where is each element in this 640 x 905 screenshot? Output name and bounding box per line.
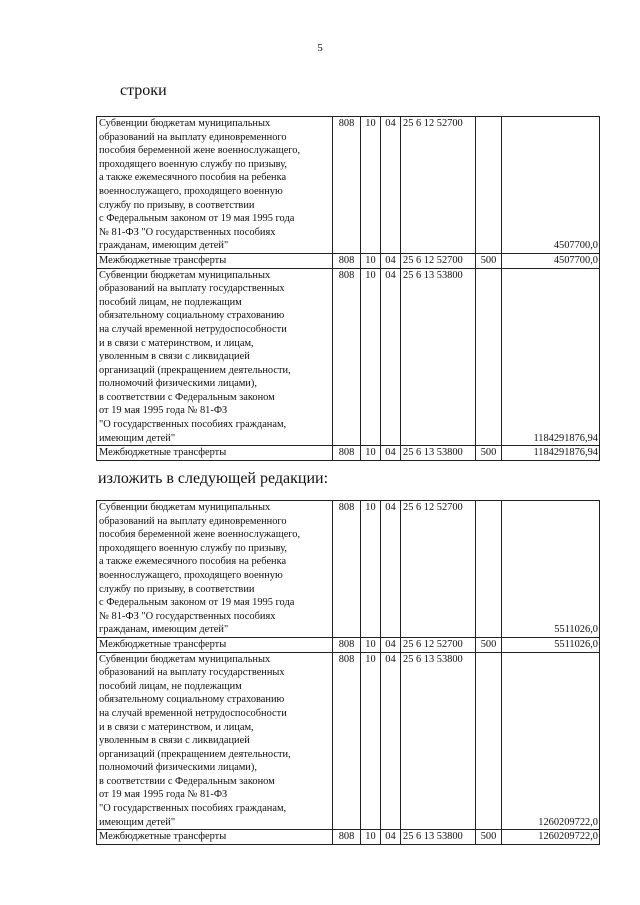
target-article-cell: 25 6 12 52700: [401, 253, 476, 268]
description-line: "О государственных пособиях гражданам,: [99, 419, 287, 431]
description-line: Межбюджетные трансферты: [99, 254, 227, 266]
description-line: а также ежемесячного пособия на ребенка: [99, 556, 287, 568]
row-description: [97, 501, 333, 638]
description-line: организаций (прекращением деятельности,: [99, 748, 291, 760]
section-code-cell: 10: [361, 268, 381, 446]
description-line: службу по призыву, в соответствии: [99, 583, 255, 595]
grbs-code-cell: 808: [333, 652, 361, 830]
amount-cell: 1184291876,94: [502, 446, 600, 461]
table-row: [97, 637, 600, 652]
description-line: Межбюджетные трансферты: [99, 447, 227, 459]
description-line: уволенным в связи с ликвидацией: [99, 735, 250, 747]
row-description: [97, 117, 333, 254]
description-line: обязательному социальному страхованию: [99, 694, 285, 706]
description-line: и в связи с материнством, и лицам,: [99, 721, 254, 733]
grbs-code-cell: 808: [333, 268, 361, 446]
subsection-code-cell: 04: [381, 268, 401, 446]
heading-old-lines: строки: [120, 82, 167, 99]
description-line: пособия беременной жене военнослужащего,: [99, 145, 301, 157]
table-row: [97, 268, 600, 446]
description-line: полномочий физическими лицами),: [99, 378, 257, 390]
grbs-code-cell: 808: [333, 501, 361, 638]
description-line: в соответствии с Федеральным законом: [99, 391, 275, 403]
amount-cell: 4507700,0: [502, 117, 600, 254]
description-line: "О государственных пособиях гражданам,: [99, 803, 287, 815]
description-line: гражданам, имеющим детей": [99, 240, 229, 252]
description-line: Субвенции бюджетам муниципальных: [99, 502, 271, 513]
description-line: образований на выплату единовременного: [99, 131, 287, 143]
section-code-cell: 10: [361, 652, 381, 830]
description-line: от 19 мая 1995 года № 81-ФЗ: [99, 405, 228, 417]
section-code-cell: 10: [361, 501, 381, 638]
subsection-code-cell: 04: [381, 501, 401, 638]
description-line: на случай временной нетрудоспособности: [99, 707, 287, 719]
description-line: на случай временной нетрудоспособности: [99, 323, 287, 335]
amount-cell: 5511026,0: [502, 637, 600, 652]
expense-type-cell: 500: [476, 637, 502, 652]
subsection-code-cell: 04: [381, 830, 401, 845]
subsection-code-cell: 04: [381, 446, 401, 461]
description-line: образований на выплату государственных: [99, 283, 285, 295]
description-line: № 81-ФЗ "О государственных пособиях: [99, 226, 276, 238]
target-article-cell: 25 6 12 52700: [401, 501, 476, 638]
description-line: имеющим детей": [99, 432, 176, 444]
description-line: службу по призыву, в соответствии: [99, 199, 255, 211]
subsection-code-cell: 04: [381, 637, 401, 652]
target-article-cell: 25 6 13 53800: [401, 652, 476, 830]
description-line: уволенным в связи с ликвидацией: [99, 351, 250, 363]
expense-type-cell: [476, 501, 502, 638]
description-line: с Федеральным законом от 19 мая 1995 года: [99, 213, 295, 225]
description-line: проходящего военную службу по призыву,: [99, 158, 287, 170]
description-line: с Федеральным законом от 19 мая 1995 года: [99, 597, 295, 609]
budget-table-new: [96, 500, 600, 845]
expense-type-cell: 500: [476, 253, 502, 268]
row-description: [97, 652, 333, 830]
description-line: обязательному социальному страхованию: [99, 310, 285, 322]
grbs-code-cell: 808: [333, 446, 361, 461]
description-line: от 19 мая 1995 года № 81-ФЗ: [99, 789, 228, 801]
description-line: пособий лицам, не подлежащим: [99, 680, 242, 692]
row-description: [97, 637, 333, 652]
grbs-code-cell: 808: [333, 253, 361, 268]
page-number: 5: [317, 42, 323, 54]
row-description: [97, 446, 333, 461]
subsection-code-cell: 04: [381, 652, 401, 830]
description-line: гражданам, имеющим детей": [99, 624, 229, 636]
heading-new-wording: изложить в следующей редакции:: [98, 470, 329, 487]
subsection-code-cell: 04: [381, 117, 401, 254]
budget-table-new-body: [97, 501, 600, 845]
description-line: проходящего военную службу по призыву,: [99, 542, 287, 554]
target-article-cell: 25 6 12 52700: [401, 637, 476, 652]
description-line: в соответствии с Федеральным законом: [99, 775, 275, 787]
amount-cell: 1260209722,0: [502, 830, 600, 845]
row-description: [97, 830, 333, 845]
table-row: [97, 117, 600, 254]
expense-type-cell: 500: [476, 446, 502, 461]
target-article-cell: 25 6 13 53800: [401, 830, 476, 845]
row-description: [97, 268, 333, 446]
expense-type-cell: [476, 268, 502, 446]
table-row: [97, 501, 600, 638]
description-line: Субвенции бюджетам муниципальных: [99, 653, 271, 665]
amount-cell: 1184291876,94: [502, 268, 600, 446]
description-line: полномочий физическими лицами),: [99, 762, 257, 774]
description-line: пособия беременной жене военнослужащего,: [99, 529, 301, 541]
section-code-cell: 10: [361, 253, 381, 268]
section-code-cell: 10: [361, 637, 381, 652]
target-article-cell: 25 6 13 53800: [401, 268, 476, 446]
target-article-cell: 25 6 12 52700: [401, 117, 476, 254]
grbs-code-cell: 808: [333, 117, 361, 254]
description-line: Субвенции бюджетам муниципальных: [99, 118, 271, 129]
description-line: Субвенции бюджетам муниципальных: [99, 269, 271, 281]
description-line: а также ежемесячного пособия на ребенка: [99, 172, 287, 184]
description-line: образований на выплату государственных: [99, 667, 285, 679]
description-line: военнослужащего, проходящего военную: [99, 569, 283, 581]
amount-cell: 5511026,0: [502, 501, 600, 638]
description-line: Межбюджетные трансферты: [99, 638, 227, 650]
description-line: военнослужащего, проходящего военную: [99, 185, 283, 197]
amount-cell: 4507700,0: [502, 253, 600, 268]
section-code-cell: 10: [361, 117, 381, 254]
row-description: [97, 253, 333, 268]
table-row: [97, 253, 600, 268]
description-line: образований на выплату единовременного: [99, 515, 287, 527]
target-article-cell: 25 6 13 53800: [401, 446, 476, 461]
expense-type-cell: 500: [476, 830, 502, 845]
grbs-code-cell: 808: [333, 830, 361, 845]
amount-cell: 1260209722,0: [502, 652, 600, 830]
table-row: [97, 446, 600, 461]
description-line: Межбюджетные трансферты: [99, 831, 227, 843]
expense-type-cell: [476, 652, 502, 830]
description-line: пособий лицам, не подлежащим: [99, 296, 242, 308]
budget-table-old: [96, 116, 600, 461]
section-code-cell: 10: [361, 446, 381, 461]
description-line: № 81-ФЗ "О государственных пособиях: [99, 610, 276, 622]
expense-type-cell: [476, 117, 502, 254]
description-line: имеющим детей": [99, 816, 176, 828]
description-line: и в связи с материнством, и лицам,: [99, 337, 254, 349]
subsection-code-cell: 04: [381, 253, 401, 268]
section-code-cell: 10: [361, 830, 381, 845]
description-line: организаций (прекращением деятельности,: [99, 364, 291, 376]
table-row: [97, 652, 600, 830]
grbs-code-cell: 808: [333, 637, 361, 652]
table-row: [97, 830, 600, 845]
budget-table-old-body: [97, 117, 600, 461]
